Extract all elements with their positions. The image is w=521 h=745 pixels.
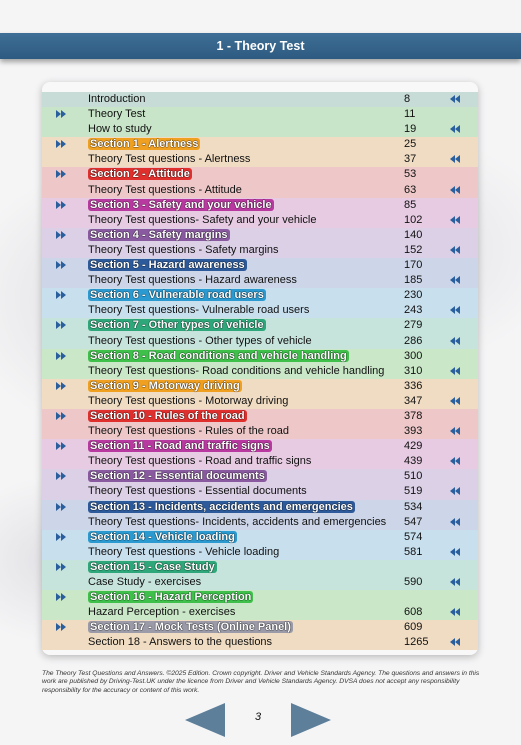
- contents-item-link[interactable]: [42, 107, 478, 122]
- contents-item-link[interactable]: [42, 545, 478, 560]
- double-chevron-left-icon[interactable]: [450, 336, 460, 348]
- contents-item-title: Theory Test questions - Rules of the road: [88, 425, 289, 438]
- contents-item-title: Introduction: [88, 93, 146, 105]
- double-chevron-right-icon: [56, 139, 66, 151]
- contents-item-page: 11: [404, 108, 416, 121]
- contents-item-title: Section 2 - Attitude: [90, 168, 190, 181]
- contents-item-link[interactable]: [42, 152, 478, 167]
- contents-item-page: 609: [404, 621, 423, 634]
- double-chevron-left-icon[interactable]: [450, 547, 460, 559]
- contents-section-link[interactable]: [42, 137, 478, 152]
- double-chevron-right-icon: [56, 109, 66, 121]
- contents-section-link[interactable]: [42, 167, 478, 182]
- contents-item-link[interactable]: [42, 303, 478, 318]
- double-chevron-left-icon[interactable]: [450, 486, 460, 498]
- contents-item-title: How to study: [88, 123, 152, 136]
- contents-item-title: Theory Test questions - Attitude: [88, 183, 242, 196]
- previous-page-button[interactable]: [185, 703, 225, 737]
- contents-section-link[interactable]: [42, 349, 478, 364]
- double-chevron-right-icon: [56, 381, 66, 393]
- contents-item-page: 519: [404, 485, 423, 498]
- contents-item-page: 439: [404, 455, 423, 468]
- contents-item-page: 310: [404, 364, 423, 377]
- contents-item-page: 170: [404, 259, 423, 272]
- contents-item-page: 347: [404, 394, 423, 407]
- contents-item-page: 300: [404, 349, 423, 362]
- contents-item-link[interactable]: [42, 424, 478, 439]
- double-chevron-right-icon: [56, 471, 66, 483]
- double-chevron-left-icon[interactable]: [450, 275, 460, 287]
- double-chevron-left-icon[interactable]: [450, 305, 460, 317]
- contents-item-link[interactable]: [42, 394, 478, 409]
- double-chevron-left-icon[interactable]: [450, 637, 460, 649]
- contents-item-title: Theory Test questions- Safety and your vehicle: [88, 213, 317, 226]
- contents-item-link[interactable]: [42, 364, 478, 379]
- contents-item-link[interactable]: [42, 484, 478, 499]
- double-chevron-left-icon[interactable]: [450, 185, 460, 197]
- contents-item-link[interactable]: [42, 605, 478, 620]
- double-chevron-right-icon: [56, 320, 66, 332]
- contents-section-link[interactable]: [42, 620, 478, 635]
- double-chevron-right-icon: [56, 592, 66, 604]
- contents-item-page: 1265: [404, 636, 429, 649]
- double-chevron-right-icon: [56, 502, 66, 514]
- double-chevron-left-icon[interactable]: [450, 366, 460, 378]
- contents-item-title: Theory Test questions - Safety margins: [88, 243, 279, 256]
- contents-section-link[interactable]: [42, 228, 478, 243]
- contents-section-link[interactable]: [42, 409, 478, 424]
- double-chevron-right-icon: [56, 411, 66, 423]
- page-title-bar: [0, 33, 521, 59]
- contents-item-title: Section 13 - Incidents, accidents and emergencies: [90, 500, 353, 513]
- contents-item-title: Theory Test questions - Essential documents: [88, 485, 307, 498]
- contents-item-title: Theory Test questions - Other types of vehicle: [88, 334, 312, 347]
- double-chevron-left-icon[interactable]: [450, 154, 460, 166]
- contents-item-page: 140: [404, 228, 423, 241]
- contents-item-link[interactable]: [42, 635, 478, 650]
- double-chevron-left-icon[interactable]: [450, 94, 460, 106]
- contents-item-page: 336: [404, 379, 423, 392]
- contents-item-title: Hazard Perception - exercises: [88, 606, 236, 619]
- contents-section-link[interactable]: [42, 560, 478, 575]
- contents-item-title: Section 7 - Other types of vehicle: [90, 319, 264, 332]
- double-chevron-right-icon: [56, 290, 66, 302]
- double-chevron-left-icon[interactable]: [450, 426, 460, 438]
- contents-section-link[interactable]: [42, 500, 478, 515]
- contents-item-page: 185: [404, 274, 423, 287]
- contents-item-page: 574: [404, 530, 423, 543]
- contents-item-title: Theory Test questions - Vehicle loading: [88, 545, 280, 558]
- contents-item-link[interactable]: [42, 122, 478, 137]
- double-chevron-right-icon: [56, 351, 66, 363]
- contents-item-page: 429: [404, 440, 423, 453]
- contents-item-page: 19: [404, 123, 417, 136]
- double-chevron-right-icon: [56, 562, 66, 574]
- contents-item-page: 286: [404, 334, 423, 347]
- page-number: 3: [255, 711, 262, 723]
- double-chevron-right-icon: [56, 169, 66, 181]
- double-chevron-left-icon[interactable]: [450, 215, 460, 227]
- contents-item-page: 53: [404, 168, 417, 181]
- contents-item-title: Theory Test: [88, 108, 146, 121]
- contents-section-link[interactable]: [42, 288, 478, 303]
- double-chevron-left-icon[interactable]: [450, 396, 460, 408]
- contents-item-page: 378: [404, 409, 423, 422]
- contents-item-title: Section 3 - Safety and your vehicle: [90, 198, 272, 211]
- contents-item-title: Section 4 - Safety margins: [90, 228, 228, 241]
- contents-item-title: Theory Test questions- Incidents, accidents and emergencies: [88, 515, 387, 528]
- contents-item-page: 608: [404, 606, 423, 619]
- contents-item-title: Theory Test questions- Vulnerable road users: [88, 304, 310, 317]
- double-chevron-right-icon: [56, 532, 66, 544]
- contents-item-page: 152: [404, 243, 423, 256]
- contents-section-link[interactable]: [42, 530, 478, 545]
- contents-item-link[interactable]: [42, 213, 478, 228]
- contents-item-title: Section 16 - Hazard Perception: [90, 591, 252, 604]
- contents-item-title: Section 18 - Answers to the questions: [88, 636, 273, 649]
- double-chevron-right-icon: [56, 441, 66, 453]
- contents-section-link[interactable]: [42, 379, 478, 394]
- copyright-footer: The Theory Test Questions and Answers. ©2025 Edition. Crown copyright. Driver and Vehicle Standards Agency. The questions and answers in this work are published by Driving-Test.UK under the licence from Driver and Vehicle Standards Agency. DVSA does not accept any responsibility responsibility for the accuracy or content of this work.: [42, 670, 480, 694]
- contents-item-link[interactable]: [42, 183, 478, 198]
- contents-item-page: 547: [404, 515, 423, 528]
- contents-section-link[interactable]: [42, 318, 478, 333]
- contents-item-page: 25: [404, 138, 417, 151]
- double-chevron-right-icon: [56, 260, 66, 272]
- contents-item-link[interactable]: [42, 92, 478, 107]
- next-page-button[interactable]: [291, 703, 331, 737]
- contents-section-link[interactable]: [42, 590, 478, 605]
- contents-item-page: 243: [404, 304, 423, 317]
- double-chevron-left-icon[interactable]: [450, 456, 460, 468]
- contents-item-title: Section 17 - Mock Tests (Online Panel): [90, 621, 291, 634]
- double-chevron-left-icon[interactable]: [450, 517, 460, 529]
- contents-item-title: Section 9 - Motorway driving: [90, 379, 240, 392]
- double-chevron-left-icon[interactable]: [450, 245, 460, 257]
- contents-item-title: Section 11 - Road and traffic signs: [90, 440, 270, 453]
- contents-item-page: 393: [404, 425, 423, 438]
- contents-item-page: 8: [404, 93, 411, 105]
- contents-item-link[interactable]: [42, 575, 478, 590]
- contents-item-title: Section 12 - Essential documents: [90, 470, 265, 483]
- contents-item-title: Theory Test questions - Alertness: [88, 153, 251, 166]
- contents-item-page: 37: [404, 153, 417, 166]
- contents-item-page: 279: [404, 319, 423, 332]
- contents-section-link[interactable]: [42, 198, 478, 213]
- page-title: 1 - Theory Test: [216, 39, 305, 53]
- contents-item-title: Theory Test questions - Motorway driving: [88, 394, 289, 407]
- contents-item-link[interactable]: [42, 515, 478, 530]
- contents-section-link[interactable]: [42, 469, 478, 484]
- contents-item-link[interactable]: [42, 273, 478, 288]
- contents-item-page: 534: [404, 500, 423, 513]
- contents-section-link[interactable]: [42, 258, 478, 273]
- contents-item-link[interactable]: [42, 454, 478, 469]
- contents-item-title: Section 8 - Road conditions and vehicle handling: [90, 349, 347, 362]
- contents-item-page: 590: [404, 576, 423, 588]
- contents-item-title: Section 15 - Case Study: [90, 560, 215, 573]
- double-chevron-left-icon[interactable]: [450, 577, 460, 589]
- contents-item-page: 230: [404, 289, 423, 302]
- contents-item-page: 85: [404, 198, 417, 211]
- contents-item-title: Section 14 - Vehicle loading: [90, 530, 235, 543]
- contents-list: [42, 92, 478, 650]
- contents-item-title: Case Study - exercises: [88, 576, 202, 588]
- contents-item-title: Section 1 - Alertness: [90, 138, 199, 151]
- contents-item-page: 63: [404, 183, 417, 196]
- contents-item-title: Theory Test questions - Hazard awareness: [88, 274, 297, 287]
- contents-item-page: 581: [404, 545, 423, 558]
- contents-item-page: 510: [404, 470, 423, 483]
- contents-item-title: Section 10 - Rules of the road: [90, 409, 245, 422]
- contents-item-page: 102: [404, 213, 423, 226]
- contents-item-title: Section 6 - Vulnerable road users: [90, 289, 264, 302]
- contents-item-title: Theory Test questions - Road and traffic signs: [88, 455, 312, 468]
- contents-item-link[interactable]: [42, 334, 478, 349]
- contents-section-link[interactable]: [42, 439, 478, 454]
- double-chevron-left-icon[interactable]: [450, 124, 460, 136]
- contents-item-title: Theory Test questions- Road conditions and vehicle handling: [88, 364, 385, 377]
- contents-item-link[interactable]: [42, 243, 478, 258]
- double-chevron-right-icon: [56, 200, 66, 212]
- double-chevron-right-icon: [56, 230, 66, 242]
- contents-item-title: Section 5 - Hazard awareness: [90, 259, 245, 272]
- double-chevron-left-icon[interactable]: [450, 607, 460, 619]
- double-chevron-right-icon: [56, 622, 66, 634]
